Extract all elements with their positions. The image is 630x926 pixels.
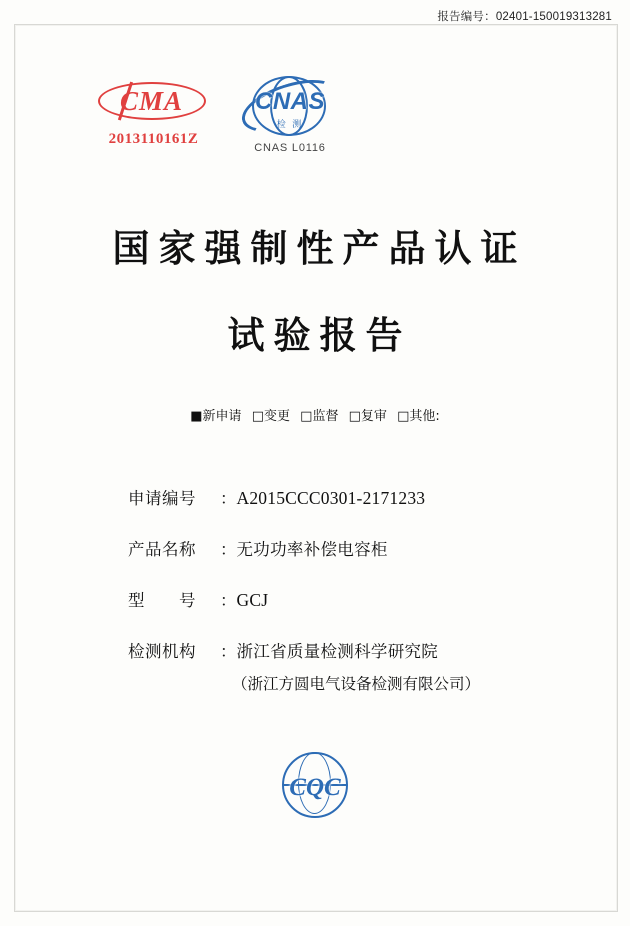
- field-colon-testing-organization: ：: [220, 642, 237, 661]
- field-value-testing-organization: 浙江省质量检测科学研究院: [236, 642, 439, 661]
- checkbox-box-other[interactable]: □: [397, 409, 410, 424]
- cnas-letters: CNAS: [254, 88, 325, 115]
- field-product-name: [128, 536, 570, 560]
- field-value-application-number: A2015CCC0301-2171233: [236, 488, 426, 508]
- certification-marks: [0, 74, 630, 184]
- checkbox-label-other: 其他:: [409, 409, 440, 424]
- field-colon-application-number: ：: [220, 489, 237, 508]
- checkbox-option-review[interactable]: [349, 409, 387, 424]
- checkbox-label-new: 新申请: [202, 409, 242, 424]
- application-type-checkboxes: [0, 405, 630, 424]
- cnas-mark-block: [200, 74, 380, 154]
- cnas-accreditation-code: CNAS L0116: [254, 142, 326, 154]
- field-colon-product-name: ：: [220, 540, 237, 559]
- field-label-testing-organization: 检测机构: [128, 642, 196, 661]
- checkbox-box-new[interactable]: ■: [190, 409, 203, 424]
- checkbox-label-review: 复审: [360, 409, 387, 424]
- page-subtitle: 试验报告: [227, 313, 412, 357]
- checkbox-label-supervision: 监督: [312, 409, 339, 424]
- cma-icon: [98, 82, 210, 122]
- field-label-product-name: 产品名称: [128, 540, 196, 559]
- field-label-model: 型 号: [128, 591, 196, 610]
- cma-letters: CMA: [119, 86, 184, 116]
- checkbox-box-supervision[interactable]: □: [300, 409, 313, 424]
- field-value-testing-organization-secondary: （浙江方圆电气设备检测有限公司）: [232, 675, 481, 693]
- field-value-model: GCJ: [236, 590, 269, 610]
- field-value-product-name: 无功功率补偿电容柜: [236, 540, 388, 559]
- checkbox-option-new[interactable]: [190, 409, 241, 424]
- field-model: [128, 587, 570, 611]
- cqc-letters: CQC: [289, 774, 341, 801]
- cma-code: 2013110161Z: [108, 131, 199, 147]
- checkbox-box-review[interactable]: □: [348, 409, 361, 424]
- cqc-seal-block: [0, 752, 630, 818]
- report-number: [437, 8, 612, 24]
- cover-fields: [128, 485, 570, 720]
- checkbox-option-supervision[interactable]: [300, 409, 338, 424]
- cnas-chinese-label: 检 测: [276, 119, 304, 129]
- field-testing-organization: [128, 638, 570, 662]
- cnas-icon: [238, 74, 342, 140]
- field-colon-model: ：: [220, 591, 237, 610]
- report-number-value: 02401-150019313281: [495, 11, 612, 23]
- cqc-icon: [269, 752, 361, 818]
- page-title: 国家强制性产品认证: [112, 226, 527, 270]
- checkbox-box-change[interactable]: □: [251, 409, 264, 424]
- checkbox-option-other[interactable]: [397, 409, 440, 424]
- field-label-application-number: 申请编号: [128, 489, 196, 508]
- report-number-label: 报告编号：: [437, 11, 496, 23]
- checkbox-label-change: 变更: [264, 409, 291, 424]
- field-application-number: [128, 485, 570, 509]
- checkbox-option-change[interactable]: [252, 409, 290, 424]
